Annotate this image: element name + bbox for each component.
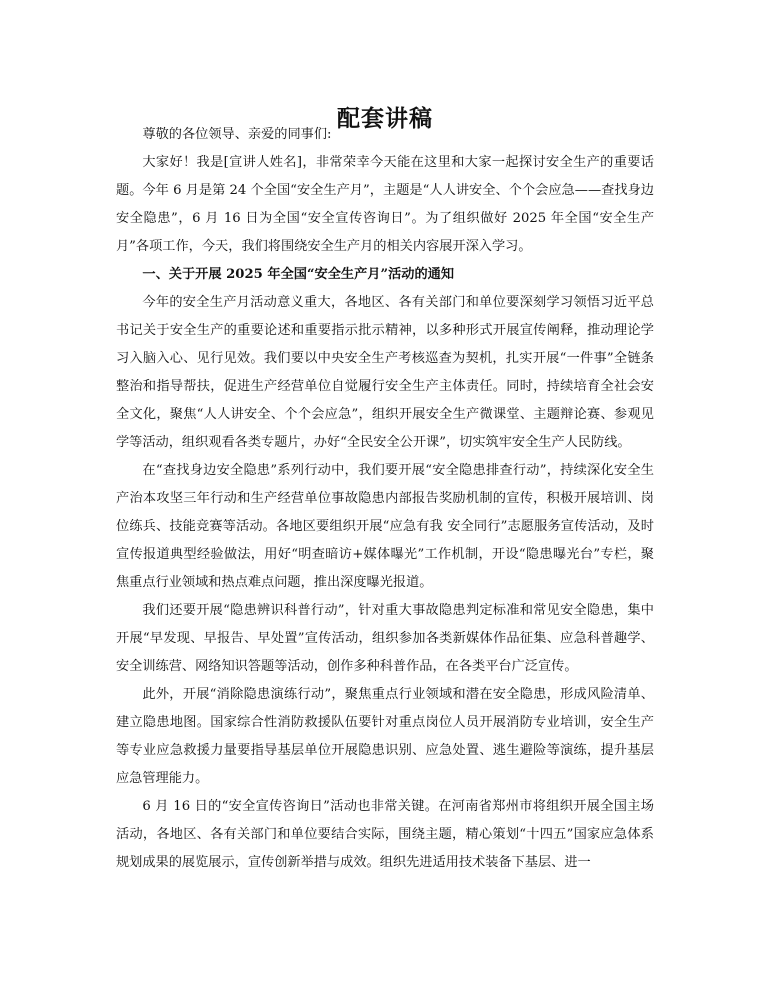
- salutation: 尊敬的各位领导、亲爱的同事们:: [142, 127, 332, 142]
- section-heading-1: 一、关于开展 2025 年全国“安全生产月”活动的通知: [142, 267, 455, 282]
- document-body: [116, 121, 654, 877]
- page-title: 配套讲稿: [337, 105, 433, 133]
- paragraph-drill: 此外，开展“消除隐患演练行动”，聚焦重点行业领域和潜在安全隐患，形成风险清单、建立隐患地图。国家综合性消防救援队伍要针对重点岗位人员开展消防专业培训，安全生产等专业应急救援力量要指导基层单位开展隐患识别、应急处置、逃生避险等演练，提升基层应急管理能力。: [116, 687, 654, 786]
- paragraph-intro: 大家好！我是[宣讲人姓名]，非常荣幸今天能在这里和大家一起探讨安全生产的重要话题。今年 6 月是第 24 个全国“安全生产月”，主题是“人人讲安全、个个会应急——查找身边安全隐患”，6 月 16 日为全国“安全宣传咨询日”。为了组织做好 2025 年全国“安全生产月”各项工作，今天，我们将围绕安全生产月的相关内容展开深入学习。: [116, 155, 654, 254]
- paragraph-notice: 今年的安全生产月活动意义重大，各地区、各有关部门和单位要深刻学习领悟习近平总书记关于安全生产的重要论述和重要指示批示精神，以多种形式开展宣传阐释，推动理论学习入脑入心、见行见效。我们要以中央安全生产考核巡查为契机，扎实开展“一件事”全链条整治和指导帮扶，促进生产经营单位自觉履行安全生产主体责任。同时，持续培育全社会安全文化，聚焦“人人讲安全、个个会应急”，组织开展安全生产微课堂、主题辩论赛、参观见学等活动，组织观看各类专题片，办好“全民安全公开课”，切实筑牢安全生产人民防线。: [116, 295, 654, 450]
- paragraph-consult-day: 6 月 16 日的“安全宣传咨询日”活动也非常关键。在河南省郑州市将组织开展全国主场活动，各地区、各有关部门和单位要结合实际，围绕主题，精心策划“十四五”国家应急体系规划成果的展览展示，宣传创新举措与成效。组织先进适用技术装备下基层、进一: [116, 799, 654, 870]
- paragraph-hazard-check: 在“查找身边安全隐患”系列行动中，我们要开展“安全隐患排查行动”，持续深化安全生产治本攻坚三年行动和生产经营单位事故隐患内部报告奖励机制的宣传，积极开展培训、岗位练兵、技能竞赛等活动。各地区要组织开展“应急有我 安全同行”志愿服务宣传活动，及时宣传报道典型经验做法，用好“明查暗访+媒体曝光”工作机制，开设“隐患曝光台”专栏，聚焦重点行业领域和热点难点问题，推出深度曝光报道。: [116, 463, 654, 590]
- paragraph-hazard-science: 我们还要开展“隐患辨识科普行动”，针对重大事故隐患判定标准和常见安全隐患，集中开展“早发现、早报告、早处置”宣传活动，组织参加各类新媒体作品征集、应急科普趣学、安全训练营、网络知识答题等活动，创作多种科普作品，在各类平台广泛宣传。: [116, 603, 654, 674]
